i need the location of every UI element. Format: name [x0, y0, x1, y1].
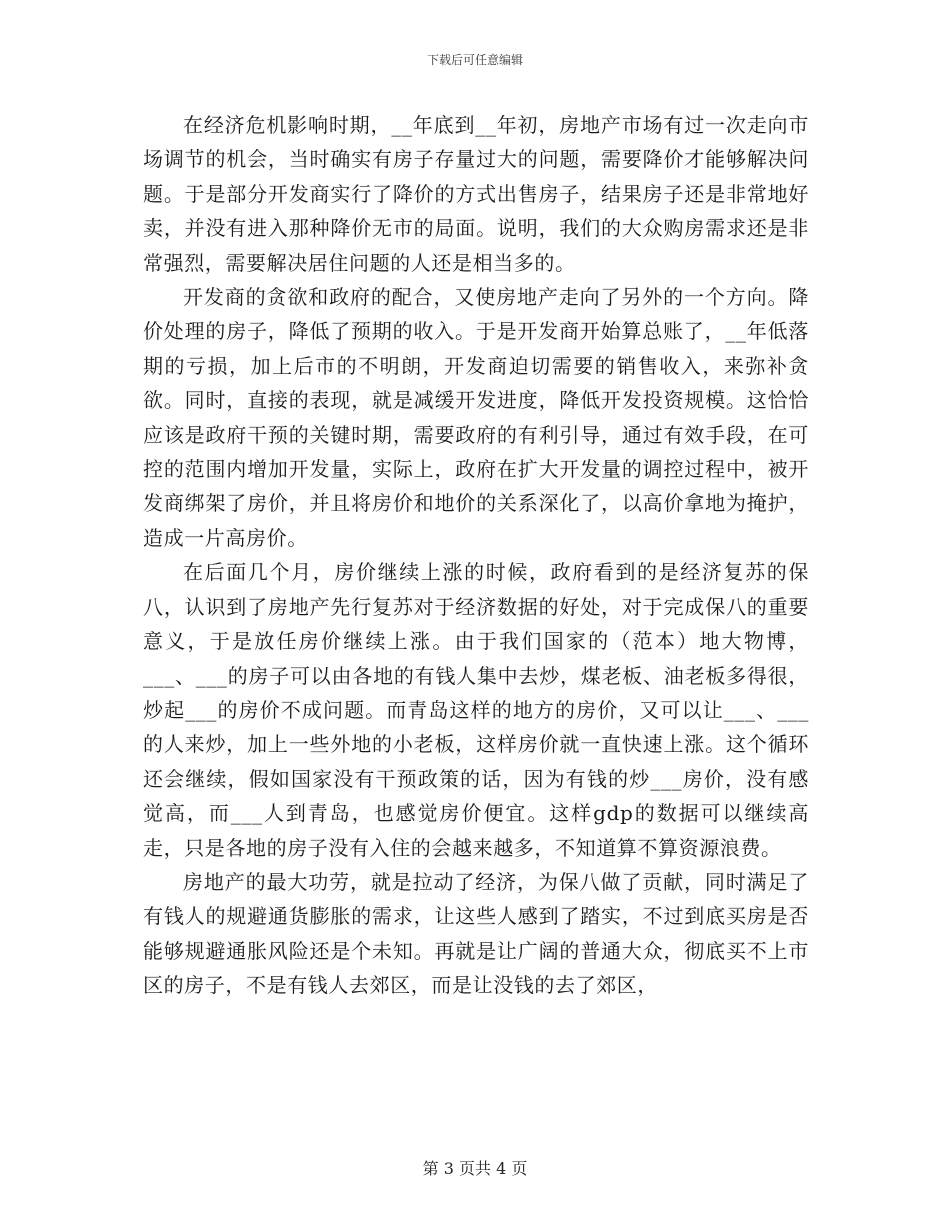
page-header: 下载后可任意编辑 [426, 53, 523, 67]
paragraph-3: 在后面几个月，房价继续上涨的时候，政府看到的是经济复苏的保八，认识到了房地产先行复苏对于经济数据的好处，对于完成保八的重要意义，于是放任房价继续上涨。由于我们国家的（范本）地大物博，___、___的房子可以由各地的有钱人集中去炒，煤老板、油老板多得很，炒起___的房价不成问题。而青岛这样的地方的房价，又可以让___、___的人来炒，加上一些外地的小老板，这样房价就一直快速上涨。这个循环还会继续，假如国家没有干预政策的话，因为有钱的炒___房价，没有感觉高，而___人到青岛，也感觉房价便宜。这样gdp的数据可以继续高走，只是各地的房子没有入住的会越来越多，不知道算不算资源浪费。 [143, 560, 809, 860]
page-footer: 第 3 页共 4 页 [422, 1159, 528, 1178]
paragraph-4: 房地产的最大功劳，就是拉动了经济，为保八做了贡献，同时满足了有钱人的规避通货膨胀的需求，让这些人感到了踏实，不过到底买房是否能够规避通胀风险还是个未知。再就是让广阔的普通大众，彻底买不上市区的房子，不是有钱人去郊区，而是让没钱的去了郊区， [143, 869, 809, 998]
document-body [143, 108, 809, 1003]
paragraph-1: 在经济危机影响时期，__年底到__年初，房地产市场有过一次走向市场调节的机会，当时确实有房子存量过大的问题，需要降价才能够解决问题。于是部分开发商实行了降价的方式出售房子，结果房子还是非常地好卖，并没有进入那种降价无市的局面。说明，我们的大众购房需求还是非常强烈，需要解决居住问题的人还是相当多的。 [143, 113, 809, 275]
paragraph-2: 开发商的贪欲和政府的配合，又使房地产走向了另外的一个方向。降价处理的房子，降低了预期的收入。于是开发商开始算总账了，__年低落期的亏损，加上后市的不明朗，开发商迫切需要的销售收入，来弥补贪欲。同时，直接的表现，就是减缓开发进度，降低开发投资规模。这恰恰应该是政府干预的关键时期，需要政府的有利引导，通过有效手段，在可控的范围内增加开发量，实际上，政府在扩大开发量的调控过程中，被开发商绑架了房价，并且将房价和地价的关系深化了，以高价拿地为掩护，造成一片高房价。 [143, 285, 809, 550]
